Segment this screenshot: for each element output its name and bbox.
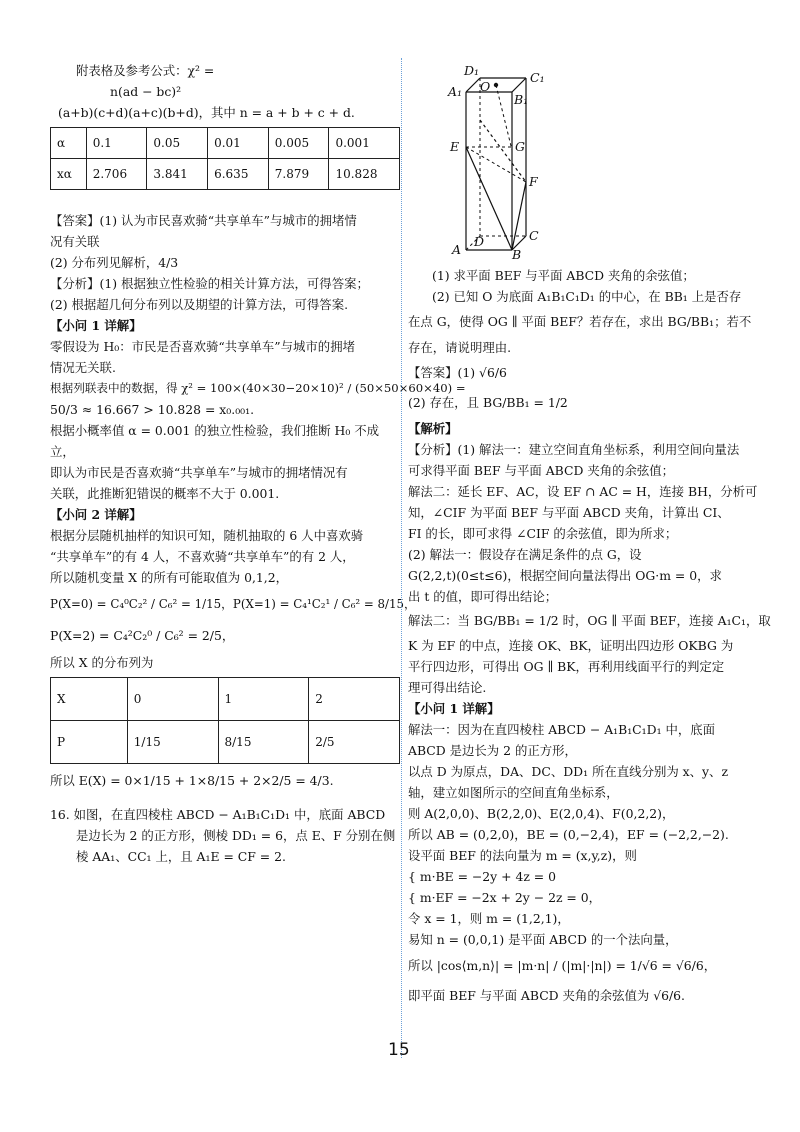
answer-line: 【答案】(1) 认为市民喜欢骑“共享单车”与城市的拥堵情 (50, 213, 357, 228)
label-e: E (450, 139, 460, 154)
text-line: 出 t 的值，即可得出结论； (408, 589, 558, 604)
text-line: ABCD 是边长为 2 的正方形， (408, 743, 577, 758)
table-cell: 0.001 (329, 128, 400, 159)
formula-line: 50/3 ≈ 16.667 > 10.828 = x₀.₀₀₁. (50, 402, 255, 417)
text-line: K 为 EF 的中点，连接 OK、BK，证明出四边形 OKBG 为 (408, 638, 734, 653)
label-b: B (512, 247, 522, 262)
text-line: 即认为市民是否喜欢骑“共享单车”与城市的拥堵情况有 (50, 465, 348, 480)
expectation-line: 所以 E(X) = 0×1/15 + 1×8/15 + 2×2/5 = 4/3. (50, 773, 334, 788)
text-line: 是边长为 2 的正方形，侧棱 DD₁ = 6，点 E、F 分别在侧 (76, 828, 396, 843)
text-line: 知，∠CIF 为平面 BEF 与平面 ABCD 夹角，计算出 CI、 (408, 505, 730, 520)
formula-intro: 附表格及参考公式：χ² = (76, 63, 215, 78)
table-row (51, 128, 400, 159)
label-c: C (529, 228, 539, 243)
text-line: (2) 解法一：假设存在满足条件的点 G，设 (408, 547, 642, 562)
text-line: 关联，此推断犯错误的概率不大于 0.001. (50, 486, 280, 501)
table-cell: P (51, 721, 128, 764)
label-g: G (515, 139, 525, 154)
text-line: 所以随机变量 X 的所有可能取值为 0,1,2， (50, 570, 289, 585)
section-heading: 【小问 1 详解】 (50, 318, 142, 333)
answer-line: 【答案】(1) √6/6 (408, 365, 507, 380)
text-line: “共享单车”的有 4 人，不喜欢骑“共享单车”的有 2 人， (50, 549, 355, 564)
text-line: 易知 n = (0,0,1) 是平面 ABCD 的一个法向量， (408, 932, 678, 947)
label-a1: A₁ (448, 84, 463, 99)
conclusion-line: 即平面 BEF 与平面 ABCD 夹角的余弦值为 √6/6. (408, 988, 685, 1003)
label-c1: C₁ (530, 70, 545, 85)
table-row (51, 721, 400, 764)
text-line: 设平面 BEF 的法向量为 m = (x,y,z)，则 (408, 848, 637, 863)
page-number: 15 (388, 1040, 410, 1060)
formula-line: P(X=0) = C₄⁰C₂² / C₆² = 1/15，P(X=1) = C₄¹C₂¹ / C₆² = 8/15， (50, 597, 416, 611)
text-line: 平行四边形，可得出 OG ∥ BK，再利用线面平行的判定定 (408, 659, 725, 674)
table-cell: α (51, 128, 87, 159)
analysis-line: 【分析】(1) 根据独立性检验的相关计算方法，可得答案； (50, 276, 369, 291)
text-line: 况有关联 (50, 234, 100, 249)
text-line: 可求得平面 BEF 与平面 ABCD 夹角的余弦值； (408, 463, 675, 478)
text-line: 所以 AB = (0,2,0)，BE = (0,−2,4)，EF = (−2,2,−2). (408, 827, 729, 842)
label-d1: D₁ (464, 63, 480, 78)
table-cell: 6.635 (208, 159, 269, 190)
table-cell: X (51, 678, 128, 721)
table-cell: 8/15 (218, 721, 309, 764)
label-a: A (452, 242, 462, 257)
section-heading: 【解析】 (408, 421, 458, 436)
table-cell: 1 (218, 678, 309, 721)
section-heading: 【小问 1 详解】 (408, 701, 500, 716)
formula-line: P(X=2) = C₄²C₂⁰ / C₆² = 2/5， (50, 628, 235, 643)
text-line: (2) 存在，且 BG/BB₁ = 1/2 (408, 395, 568, 410)
table-cell: 7.879 (268, 159, 329, 190)
text-line: 所以 X 的分布列为 (50, 655, 154, 670)
system-line: { m·EF = −2x + 2y − 2z = 0， (408, 890, 602, 905)
table-cell: 0.05 (147, 128, 208, 159)
table-cell: 10.828 (329, 159, 400, 190)
table-cell: 2.706 (86, 159, 147, 190)
question-part-1: (1) 求平面 BEF 与平面 ABCD 夹角的余弦值； (432, 268, 695, 283)
question-16-line: 16. 如图，在直四棱柱 ABCD − A₁B₁C₁D₁ 中，底面 ABCD (50, 807, 386, 822)
table-cell: 0 (127, 678, 218, 721)
text-line: (2) 分布列见解析，4/3 (50, 255, 179, 270)
formula-line: 根据列联表中的数据，得 χ² = 100×(40×30−20×10)² / (50×50×60×40) = (50, 381, 466, 395)
cosine-formula: 所以 |cos⟨m,n⟩| = |m·n| / (|m|·|n|) = 1/√6 = √6/6， (408, 958, 717, 973)
table-cell: 0.01 (208, 128, 269, 159)
text-line: 则 A(2,0,0)、B(2,2,0)、E(2,0,4)、F(0,2,2)， (408, 806, 675, 821)
text-line: 解法二：延长 EF、AC，设 EF ∩ AC = H，连接 BH，分析可 (408, 484, 758, 499)
text-line: 解法一：因为在直四棱柱 ABCD − A₁B₁C₁D₁ 中，底面 (408, 722, 716, 737)
text-line: G(2,2,t)(0≤t≤6)，根据空间向量法得出 OG·m = 0，求 (408, 568, 722, 583)
label-b1: B₁ (514, 92, 529, 107)
analysis-line: 【分析】(1) 解法一：建立空间直角坐标系，利用空间向量法 (408, 442, 740, 457)
text-line: 根据小概率值 α = 0.001 的独立性检验，我们推断 H₀ 不成 (50, 423, 380, 438)
formula-denominator: (a+b)(c+d)(a+c)(b+d)，其中 n = a + b + c + d. (58, 105, 355, 120)
system-line: { m·BE = −2y + 4z = 0 (408, 869, 556, 884)
text-line: 理可得出结论. (408, 680, 487, 695)
text-line: (2) 根据超几何分布列以及期望的计算方法，可得答案. (50, 297, 349, 312)
right-column (408, 60, 771, 1010)
table-cell: 0.005 (268, 128, 329, 159)
table-cell: xα (51, 159, 87, 190)
text-line: 棱 AA₁、CC₁ 上，且 A₁E = CF = 2. (76, 849, 286, 864)
table-cell: 2 (309, 678, 400, 721)
section-heading: 【小问 2 详解】 (50, 507, 142, 522)
column-divider (401, 58, 402, 1058)
table-cell: 3.841 (147, 159, 208, 190)
text-line: 以点 D 为原点，DA、DC、DD₁ 所在直线分别为 x、y、z (408, 764, 728, 779)
prism-diagram (408, 60, 758, 265)
alpha-table (50, 127, 400, 190)
table-row (51, 678, 400, 721)
table-cell: 2/5 (309, 721, 400, 764)
table-cell: 1/15 (127, 721, 218, 764)
text-line: 轴，建立如图所示的空间直角坐标系， (408, 785, 619, 800)
prism-figure (408, 60, 758, 265)
label-f: F (529, 174, 538, 189)
label-d: D (474, 234, 485, 249)
text-line: FI 的长，即可求得 ∠CIF 的余弦值，即为所求； (408, 526, 678, 541)
text-line: 令 x = 1，则 m = (1,2,1)， (408, 911, 570, 926)
text-line: 立， (50, 444, 75, 459)
table-row (51, 159, 400, 190)
distribution-table (50, 677, 400, 764)
text-line: 解法二：当 BG/BB₁ = 1/2 时，OG ∥ 平面 BEF，连接 A₁C₁，取 (408, 613, 771, 628)
text-line: 情况无关联. (50, 360, 116, 375)
formula-numerator: n(ad − bc)² (110, 84, 182, 99)
question-part-2: (2) 已知 O 为底面 A₁B₁C₁D₁ 的中心，在 BB₁ 上是否存 (432, 289, 742, 304)
table-cell: 0.1 (86, 128, 147, 159)
text-line: 根据分层随机抽样的知识可知，随机抽取的 6 人中喜欢骑 (50, 528, 364, 543)
label-o: O (480, 79, 491, 94)
text-line: 零假设为 H₀：市民是否喜欢骑“共享单车”与城市的拥堵 (50, 339, 355, 354)
text-line: 在点 G，使得 OG ∥ 平面 BEF？若存在，求出 BG/BB₁；若不 (408, 314, 752, 329)
text-line: 存在，请说明理由. (408, 340, 512, 355)
point-o (494, 83, 498, 87)
